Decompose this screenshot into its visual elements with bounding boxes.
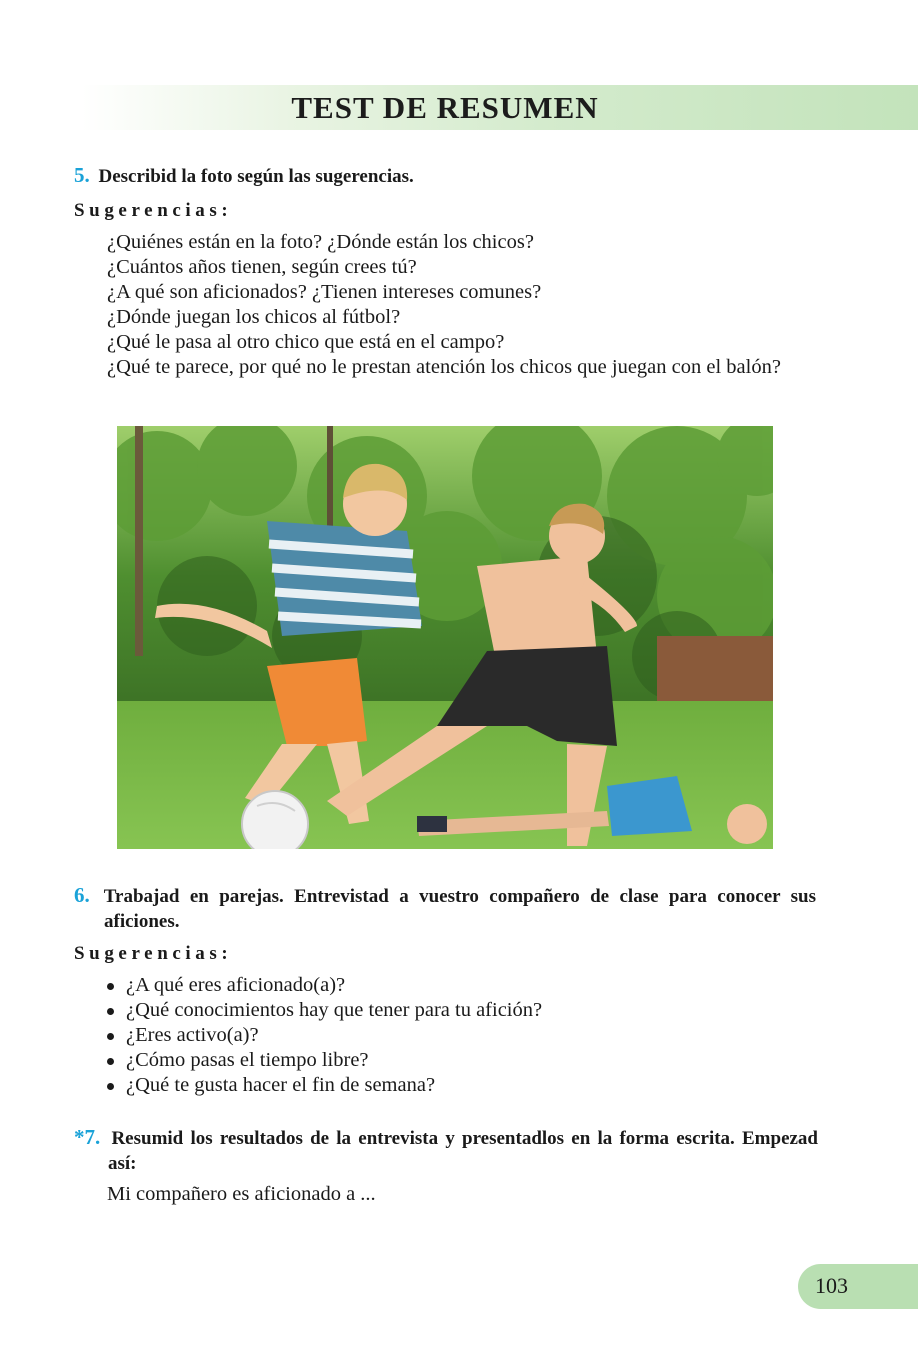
task-5-text: Describid la foto según las sugerencias. — [98, 166, 414, 187]
question-line: ¿Dónde juegan los chicos al fútbol? — [107, 306, 401, 328]
list-item: ¿Eres activo(a)? — [105, 1023, 542, 1048]
soccer-boys-photo — [117, 426, 773, 849]
question-line: ¿Quiénes están en la foto? ¿Dónde están los chicos? — [107, 231, 534, 253]
task-6-instruction — [74, 883, 816, 934]
task-6-bullet-list — [105, 973, 542, 1098]
task-7-number: *7. — [74, 1125, 101, 1149]
suggestions-heading-5: Sugerencias: — [74, 200, 233, 221]
question-line: ¿Qué le pasa al otro chico que está en el campo? — [107, 331, 505, 353]
task-5-instruction — [74, 163, 816, 189]
question-line: ¿A qué son aficionados? ¿Tienen intereses comunes? — [107, 281, 542, 303]
page-title: TEST DE RESUMEN — [291, 90, 599, 125]
task-5-number: 5. — [74, 163, 90, 187]
list-item: ¿A qué eres aficionado(a)? — [105, 973, 542, 998]
page-number: 103 — [815, 1273, 848, 1298]
task-7-text: Resumid los resultados de la entrevista y presentadlos en la forma escrita. Empezad así: — [108, 1128, 818, 1174]
list-item: ¿Qué conocimientos hay que tener para tu afición? — [105, 998, 542, 1023]
task-5-questions — [74, 230, 819, 380]
question-line: ¿Qué te parece, por qué no le prestan atención los chicos que juegan con el balón? — [107, 356, 781, 378]
question-line: ¿Cuántos años tienen, según crees tú? — [107, 256, 417, 278]
list-item: ¿Qué te gusta hacer el fin de semana? — [105, 1073, 542, 1098]
task-6-number: 6. — [74, 883, 90, 907]
answer-start-text: Mi compañero es aficionado a ... — [107, 1183, 376, 1205]
list-item: ¿Cómo pasas el tiempo libre? — [105, 1048, 542, 1073]
task-6-text: Trabajad en parejas. Entrevistad a vuestro compañero de clase para conocer sus aficiones. — [103, 886, 816, 932]
task-7-instruction — [74, 1125, 818, 1176]
suggestions-heading-6: Sugerencias: — [74, 943, 233, 964]
